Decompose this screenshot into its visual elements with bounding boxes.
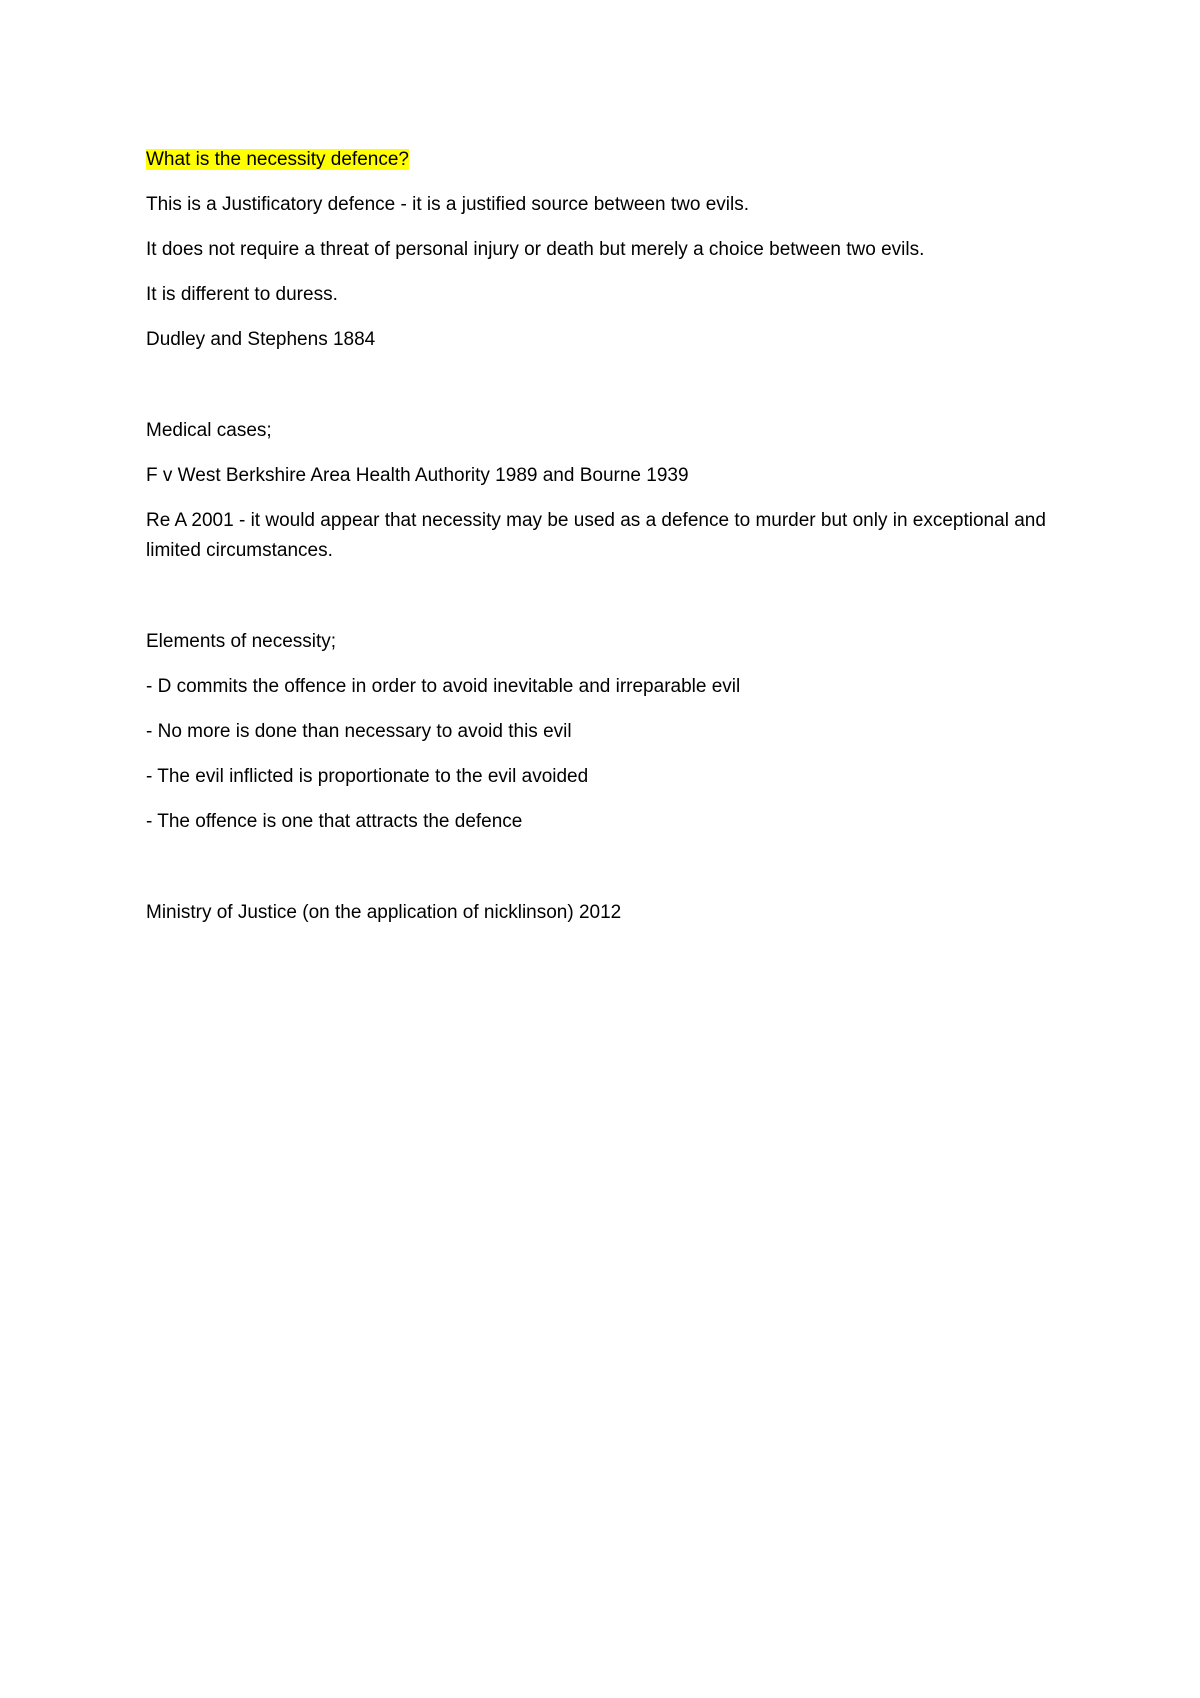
intro-paragraph-1: This is a Justificatory defence - it is a justified source between two evils. bbox=[146, 194, 749, 215]
intro-paragraph-2: It does not require a threat of personal injury or death but merely a choice between two evils. bbox=[146, 239, 925, 260]
list-item: - No more is done than necessary to avoid this evil bbox=[146, 721, 572, 742]
case-nicklinson: Ministry of Justice (on the application of nicklinson) 2012 bbox=[146, 902, 622, 923]
highlighted-heading: What is the necessity defence? bbox=[146, 149, 409, 170]
intro-paragraph-3: It is different to duress. bbox=[146, 284, 338, 305]
medical-cases-label: Medical cases; bbox=[146, 420, 272, 441]
list-item: - The evil inflicted is proportionate to the evil avoided bbox=[146, 766, 589, 787]
spacer bbox=[146, 370, 1046, 416]
spacer bbox=[146, 581, 1046, 627]
case-west-berkshire: F v West Berkshire Area Health Authority 1989 and Bourne 1939 bbox=[146, 465, 689, 486]
spacer bbox=[146, 852, 1046, 898]
document-body bbox=[146, 145, 1046, 943]
elements-label: Elements of necessity; bbox=[146, 631, 337, 652]
case-dudley-stephens: Dudley and Stephens 1884 bbox=[146, 329, 376, 350]
heading-line bbox=[146, 145, 1046, 175]
elements-list bbox=[146, 672, 1046, 837]
case-re-a: Re A 2001 - it would appear that necessity may be used as a defence to murder but only in exceptional and limited circumstances. bbox=[146, 510, 1046, 561]
list-item: - The offence is one that attracts the defence bbox=[146, 811, 523, 832]
list-item: - D commits the offence in order to avoid inevitable and irreparable evil bbox=[146, 676, 741, 697]
